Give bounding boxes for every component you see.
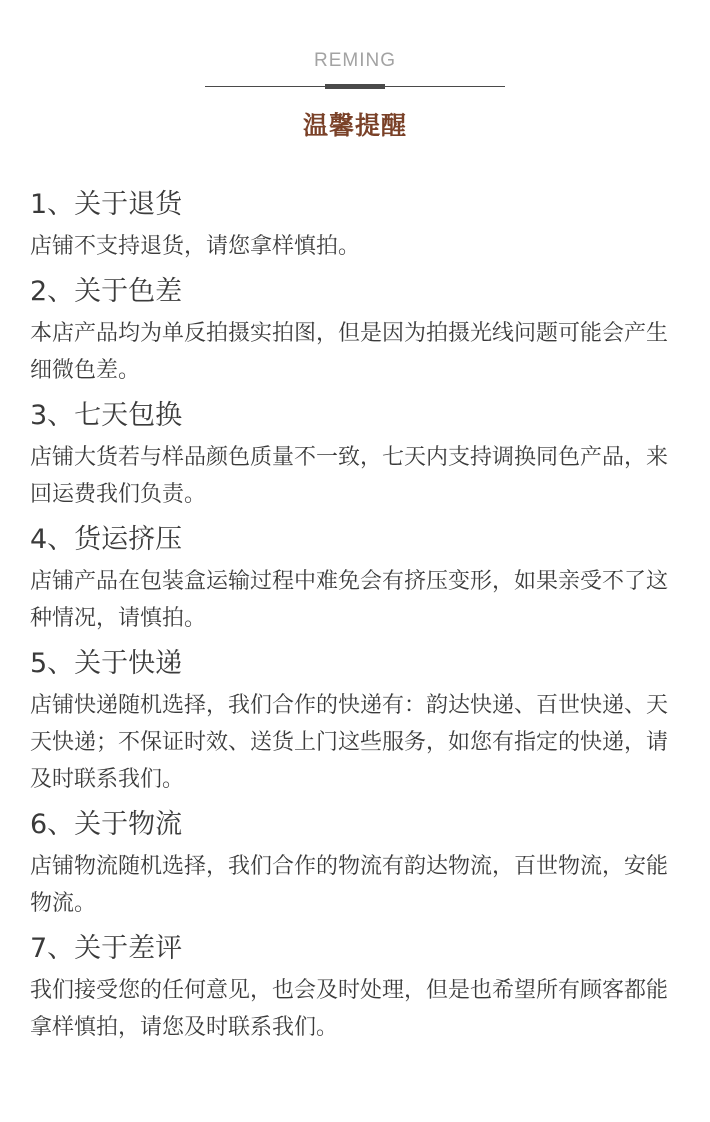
- divider-accent: [325, 84, 385, 89]
- section-body: 店铺产品在包装盒运输过程中难免会有挤压变形，如果亲受不了这种情况，请慎拍。: [30, 569, 669, 631]
- section-body: 本店产品均为单反拍摄实拍图，但是因为拍摄光线问题可能会产生细微色差。: [30, 321, 669, 383]
- section-body: 店铺物流随机选择，我们合作的物流有韵达物流，百世物流，安能物流。: [30, 854, 669, 916]
- notice-section-returns: [30, 186, 680, 265]
- section-heading: 7、关于差评: [30, 933, 183, 964]
- notice-section-express: [30, 645, 680, 798]
- section-heading: 6、关于物流: [30, 809, 183, 840]
- notice-section-logistics: [30, 806, 680, 922]
- section-heading: 4、货运挤压: [30, 524, 183, 555]
- notice-section-color-difference: [30, 273, 680, 389]
- notice-section-reviews: [30, 930, 680, 1046]
- notice-list: [30, 186, 680, 1054]
- section-body: 店铺大货若与样品颜色质量不一致，七天内支持调换同色产品，来回运费我们负责。: [30, 445, 669, 507]
- brand-name: REMING: [314, 50, 396, 71]
- section-heading: 2、关于色差: [30, 276, 183, 307]
- section-heading: 5、关于快递: [30, 648, 183, 679]
- section-heading: 3、七天包换: [30, 400, 183, 431]
- section-body: 店铺不支持退货，请您拿样慎拍。: [30, 234, 361, 259]
- section-body: 店铺快递随机选择，我们合作的快递有：韵达快递、百世快递、天天快递；不保证时效、送货上门这些服务，如您有指定的快递，请及时联系我们。: [30, 693, 669, 792]
- section-body: 我们接受您的任何意见，也会及时处理，但是也希望所有顾客都能拿样慎拍，请您及时联系我们。: [30, 978, 669, 1040]
- section-heading: 1、关于退货: [30, 189, 183, 220]
- page-title: 温馨提醒: [302, 111, 407, 140]
- notice-section-exchange: [30, 397, 680, 513]
- notice-section-shipping-damage: [30, 521, 680, 637]
